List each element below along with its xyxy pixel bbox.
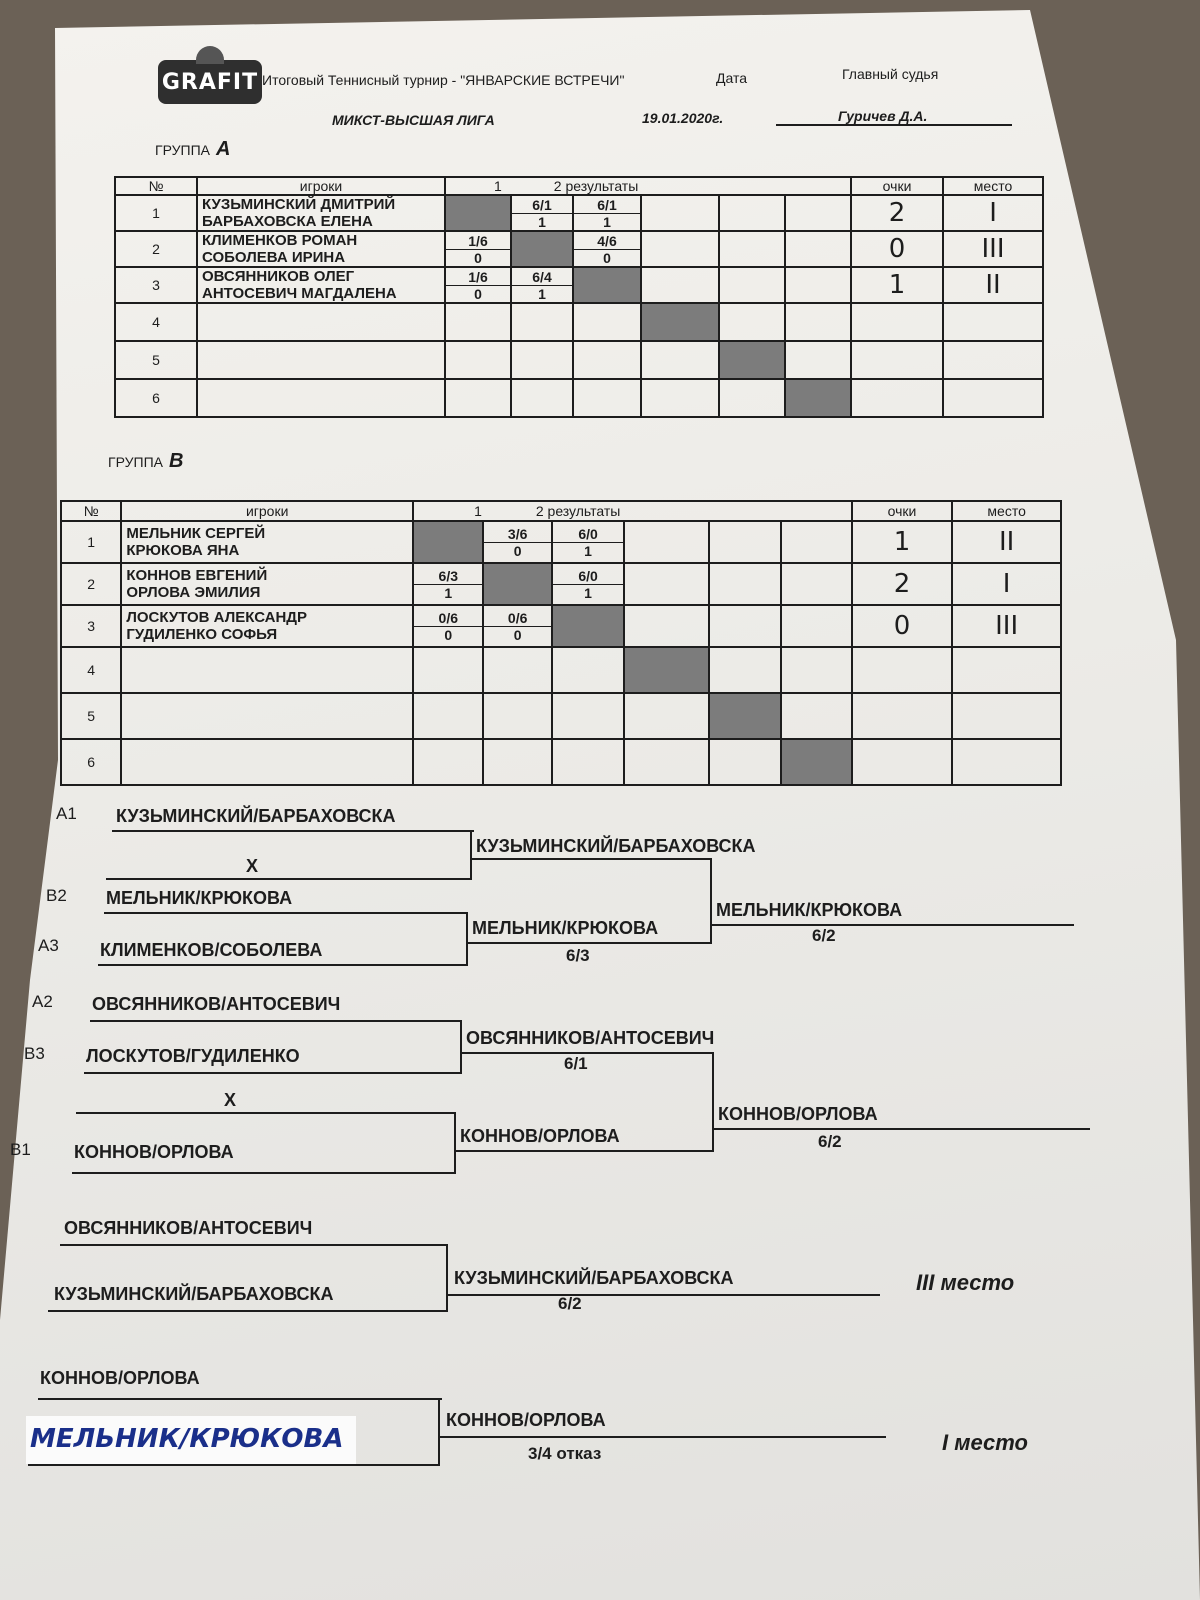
points-cell xyxy=(851,303,943,341)
match-point: 1 xyxy=(538,213,546,230)
final-left-winner: МЕЛЬНИК/КРЮКОВА xyxy=(716,900,903,920)
result-cell xyxy=(781,563,851,605)
sf2-bottom: КОННОВ/ОРЛОВА xyxy=(460,1126,620,1146)
result-cell xyxy=(552,739,624,785)
qf4-top: X xyxy=(224,1090,237,1110)
result-cell xyxy=(719,379,785,417)
sf2-top-score: 6/1 xyxy=(564,1054,588,1073)
row-number: 5 xyxy=(61,693,121,739)
result-cell xyxy=(445,195,511,231)
line xyxy=(472,858,712,860)
row-players xyxy=(121,693,413,739)
qf1-top: КУЗЬМИНСКИЙ/БАРБАХОВСКА xyxy=(116,806,396,826)
first-place-label: I место xyxy=(942,1430,1028,1455)
seed-a2: A2 xyxy=(32,992,53,1011)
group-row xyxy=(115,341,1043,379)
row-number: 4 xyxy=(61,647,121,693)
result-cell xyxy=(785,267,851,303)
group-row xyxy=(115,231,1043,267)
result-cell xyxy=(413,605,483,647)
set-score: 0/6 xyxy=(484,610,550,627)
result-cell xyxy=(624,563,709,605)
line xyxy=(104,912,468,914)
player-1: ЛОСКУТОВ АЛЕКСАНДР xyxy=(126,609,308,626)
set-score: 0/6 xyxy=(414,610,482,627)
group-a-table xyxy=(114,176,1044,418)
col-points: очки xyxy=(851,177,943,195)
match-point: 1 xyxy=(444,584,453,601)
third-bottom: КУЗЬМИНСКИЙ/БАРБАХОВСКА xyxy=(54,1284,334,1304)
result-cell xyxy=(445,231,511,267)
row-number: 2 xyxy=(61,563,121,605)
result-cell xyxy=(641,231,719,267)
final-top: КОННОВ/ОРЛОВА xyxy=(40,1368,200,1388)
result-cell xyxy=(785,195,851,231)
match-point: 0 xyxy=(513,542,522,559)
third-winner: КУЗЬМИНСКИЙ/БАРБАХОВСКА xyxy=(454,1268,734,1288)
result-cell xyxy=(719,231,785,267)
result-cell xyxy=(781,647,851,693)
group-row xyxy=(61,521,1061,563)
judge-label: Главный судья xyxy=(842,66,939,82)
match-point: 0 xyxy=(513,626,522,643)
result-cell xyxy=(573,231,641,267)
row-players xyxy=(121,521,413,563)
final-right-score: 6/2 xyxy=(818,1132,842,1151)
place-cell: III xyxy=(952,605,1061,647)
row-number: 6 xyxy=(115,379,197,417)
set-score: 3/6 xyxy=(484,526,550,543)
col-results xyxy=(445,177,851,195)
result-cell xyxy=(781,605,851,647)
sf1-bottom: МЕЛЬНИК/КРЮКОВА xyxy=(472,918,659,938)
set-score: 1/6 xyxy=(446,233,510,250)
result-cell xyxy=(641,341,719,379)
result-cell xyxy=(445,267,511,303)
set-score: 1/6 xyxy=(446,269,510,286)
sf2-top: ОВСЯННИКОВ/АНТОСЕВИЧ xyxy=(466,1028,715,1048)
group-row xyxy=(61,739,1061,785)
points-cell: 0 xyxy=(851,231,943,267)
qf3-bottom: ЛОСКУТОВ/ГУДИЛЕНКО xyxy=(86,1046,300,1066)
result-cell xyxy=(483,739,551,785)
group-row xyxy=(61,605,1061,647)
player-1: КЛИМЕНКОВ РОМАН xyxy=(202,232,358,249)
result-cell xyxy=(483,605,551,647)
date-label: Дата xyxy=(716,70,748,86)
line xyxy=(28,1464,440,1466)
place-cell xyxy=(952,739,1061,785)
result-cell xyxy=(624,647,709,693)
player-2: ГУДИЛЕНКО СОФЬЯ xyxy=(126,626,278,643)
points-cell: 1 xyxy=(852,521,953,563)
result-cell xyxy=(781,739,851,785)
final-left-score: 6/2 xyxy=(812,926,836,945)
row-players xyxy=(197,341,445,379)
col-players: игроки xyxy=(197,177,445,195)
seed-a1: A1 xyxy=(56,804,77,823)
col-results xyxy=(413,501,852,521)
group-row xyxy=(61,693,1061,739)
player-1: КУЗЬМИНСКИЙ ДМИТРИЙ xyxy=(202,196,396,213)
qf2-bottom: КЛИМЕНКОВ/СОБОЛЕВА xyxy=(100,940,323,960)
result-cell xyxy=(511,341,573,379)
row-players xyxy=(121,563,413,605)
seed-b2: B2 xyxy=(46,886,67,905)
group-row xyxy=(115,267,1043,303)
result-cell xyxy=(511,267,573,303)
line xyxy=(48,1310,448,1312)
group-row xyxy=(115,379,1043,417)
set-score: 6/1 xyxy=(574,197,640,214)
points-cell xyxy=(852,647,953,693)
judge-value: Гуричев Д.А. xyxy=(838,108,928,124)
line xyxy=(446,1244,448,1312)
player-2: СОБОЛЕВА ИРИНА xyxy=(202,249,346,266)
row-players xyxy=(197,195,445,231)
col-place: место xyxy=(952,501,1061,521)
player-1: МЕЛЬНИК СЕРГЕЙ xyxy=(126,525,266,542)
line xyxy=(76,1112,456,1114)
line xyxy=(714,1128,1090,1130)
tournament-title: Итоговый Теннисный турнир - "ЯНВАРСКИЕ ВСТРЕЧИ" xyxy=(262,72,625,88)
row-number: 4 xyxy=(115,303,197,341)
row-number: 3 xyxy=(61,605,121,647)
result-cell xyxy=(552,521,624,563)
col-place: место xyxy=(943,177,1043,195)
match-point: 0 xyxy=(603,249,611,266)
result-cell xyxy=(624,521,709,563)
result-cell xyxy=(719,303,785,341)
result-cell xyxy=(785,303,851,341)
place-cell xyxy=(943,379,1043,417)
match-point: 1 xyxy=(584,584,592,601)
match-point: 1 xyxy=(538,285,546,302)
set-score: 6/0 xyxy=(553,568,623,585)
col-1: 1 xyxy=(494,178,502,194)
line xyxy=(60,1244,448,1246)
result-cell xyxy=(552,693,624,739)
line xyxy=(112,830,474,832)
qf1-bottom: X xyxy=(246,856,259,876)
date-value: 19.01.2020г. xyxy=(642,110,724,126)
line xyxy=(438,1398,440,1466)
col-num: № xyxy=(61,501,121,521)
line xyxy=(106,878,472,880)
row-number: 6 xyxy=(61,739,121,785)
match-point: 0 xyxy=(474,249,482,266)
result-cell xyxy=(641,195,719,231)
match-point: 1 xyxy=(584,542,592,559)
group-row xyxy=(61,563,1061,605)
line xyxy=(462,1052,714,1054)
line xyxy=(440,1436,886,1438)
match-point: 0 xyxy=(444,626,453,643)
result-cell xyxy=(573,195,641,231)
result-cell xyxy=(413,693,483,739)
seed-a3: A3 xyxy=(38,936,59,955)
result-cell xyxy=(413,739,483,785)
final-score: 3/4 отказ xyxy=(528,1444,602,1463)
points-cell: 1 xyxy=(851,267,943,303)
points-cell xyxy=(851,341,943,379)
qf4-bottom: КОННОВ/ОРЛОВА xyxy=(74,1142,234,1162)
result-cell xyxy=(641,303,719,341)
points-cell xyxy=(852,739,953,785)
grafit-logo: GRAFIT xyxy=(158,60,262,104)
result-cell xyxy=(709,693,781,739)
line xyxy=(468,942,712,944)
line xyxy=(38,1398,442,1400)
row-number: 3 xyxy=(115,267,197,303)
points-cell xyxy=(852,693,953,739)
col-points: очки xyxy=(852,501,953,521)
points-cell xyxy=(851,379,943,417)
result-cell xyxy=(413,521,483,563)
player-2: АНТОСЕВИЧ МАГДАЛЕНА xyxy=(202,285,397,302)
group-row xyxy=(115,303,1043,341)
place-cell xyxy=(952,647,1061,693)
group-b-table xyxy=(60,500,1062,786)
result-cell xyxy=(573,341,641,379)
set-score: 4/6 xyxy=(574,233,640,250)
line xyxy=(712,1052,714,1152)
result-cell xyxy=(709,647,781,693)
final-winner: КОННОВ/ОРЛОВА xyxy=(446,1410,606,1430)
place-cell xyxy=(952,693,1061,739)
group-a-title: ГРУППА A xyxy=(155,138,231,160)
result-cell xyxy=(781,521,851,563)
group-row xyxy=(61,647,1061,693)
result-cell xyxy=(709,605,781,647)
result-cell xyxy=(624,693,709,739)
result-cell xyxy=(785,341,851,379)
match-point: 1 xyxy=(603,213,611,230)
place-cell: III xyxy=(943,231,1043,267)
result-cell xyxy=(483,521,551,563)
result-cell xyxy=(445,341,511,379)
result-cell xyxy=(573,267,641,303)
result-cell xyxy=(709,563,781,605)
col-num: № xyxy=(115,177,197,195)
result-cell xyxy=(445,379,511,417)
line xyxy=(84,1072,462,1074)
place-cell xyxy=(943,303,1043,341)
player-1: ОВСЯННИКОВ ОЛЕГ xyxy=(202,268,355,285)
result-cell xyxy=(413,563,483,605)
result-cell xyxy=(641,267,719,303)
result-cell xyxy=(781,693,851,739)
result-cell xyxy=(413,647,483,693)
third-place-label: III место xyxy=(916,1270,1015,1295)
result-cell xyxy=(483,693,551,739)
place-cell: II xyxy=(952,521,1061,563)
set-score: 6/1 xyxy=(512,197,572,214)
result-cell xyxy=(709,521,781,563)
final-bottom-handwritten: МЕЛЬНИК/КРЮКОВА xyxy=(30,1424,344,1454)
row-players xyxy=(121,739,413,785)
line xyxy=(90,1020,462,1022)
row-number: 1 xyxy=(61,521,121,563)
line xyxy=(460,1020,462,1074)
col-players: игроки xyxy=(121,501,413,521)
match-point: 0 xyxy=(474,285,482,302)
col-1: 1 xyxy=(474,503,482,519)
third-top: ОВСЯННИКОВ/АНТОСЕВИЧ xyxy=(64,1218,313,1238)
row-number: 1 xyxy=(115,195,197,231)
result-cell xyxy=(552,647,624,693)
player-1: КОННОВ ЕВГЕНИЙ xyxy=(126,567,268,584)
player-2: БАРБАХОВСКА ЕЛЕНА xyxy=(202,213,373,230)
result-cell xyxy=(483,647,551,693)
place-cell: I xyxy=(943,195,1043,231)
result-cell xyxy=(552,605,624,647)
league-label: МИКСТ-ВЫСШАЯ ЛИГА xyxy=(332,112,495,128)
line xyxy=(456,1150,714,1152)
line xyxy=(98,964,468,966)
result-cell xyxy=(785,231,851,267)
points-cell: 2 xyxy=(852,563,953,605)
result-cell xyxy=(445,303,511,341)
result-cell xyxy=(483,563,551,605)
sf1-bottom-score: 6/3 xyxy=(566,946,590,965)
qf2-top: МЕЛЬНИК/КРЮКОВА xyxy=(106,888,293,908)
result-cell xyxy=(511,195,573,231)
place-cell xyxy=(943,341,1043,379)
qf3-top: ОВСЯННИКОВ/АНТОСЕВИЧ xyxy=(92,994,341,1014)
row-number: 5 xyxy=(115,341,197,379)
line xyxy=(710,858,712,944)
result-cell xyxy=(785,379,851,417)
col-2: 2 результаты xyxy=(553,178,639,194)
result-cell xyxy=(624,739,709,785)
row-players xyxy=(121,647,413,693)
line xyxy=(72,1172,456,1174)
sf1-top: КУЗЬМИНСКИЙ/БАРБАХОВСКА xyxy=(476,836,756,856)
result-cell xyxy=(511,231,573,267)
line xyxy=(712,924,1074,926)
row-players xyxy=(121,605,413,647)
result-cell xyxy=(624,605,709,647)
row-players xyxy=(197,231,445,267)
seed-b1: B1 xyxy=(10,1140,31,1159)
third-score: 6/2 xyxy=(558,1294,582,1313)
points-cell: 0 xyxy=(852,605,953,647)
row-players xyxy=(197,267,445,303)
final-right-winner: КОННОВ/ОРЛОВА xyxy=(718,1104,878,1124)
seed-b3: B3 xyxy=(24,1044,45,1063)
set-score: 6/3 xyxy=(414,568,482,585)
row-number: 2 xyxy=(115,231,197,267)
judge-underline xyxy=(776,124,1012,126)
line xyxy=(454,1112,456,1174)
result-cell xyxy=(641,379,719,417)
result-cell xyxy=(511,379,573,417)
group-row xyxy=(115,195,1043,231)
row-players xyxy=(197,303,445,341)
place-cell: II xyxy=(943,267,1043,303)
place-cell: I xyxy=(952,563,1061,605)
line xyxy=(448,1294,880,1296)
points-cell: 2 xyxy=(851,195,943,231)
row-players xyxy=(197,379,445,417)
group-b-title: ГРУППА B xyxy=(108,450,184,472)
result-cell xyxy=(719,195,785,231)
result-cell xyxy=(511,303,573,341)
col-2: 2 результаты xyxy=(535,503,621,519)
result-cell xyxy=(709,739,781,785)
line xyxy=(470,830,472,880)
result-cell xyxy=(573,379,641,417)
player-2: ОРЛОВА ЭМИЛИЯ xyxy=(126,584,261,601)
result-cell xyxy=(552,563,624,605)
player-2: КРЮКОВА ЯНА xyxy=(126,542,240,559)
set-score: 6/4 xyxy=(512,269,572,286)
set-score: 6/0 xyxy=(553,526,623,543)
result-cell xyxy=(719,341,785,379)
result-cell xyxy=(573,303,641,341)
result-cell xyxy=(719,267,785,303)
line xyxy=(466,912,468,966)
